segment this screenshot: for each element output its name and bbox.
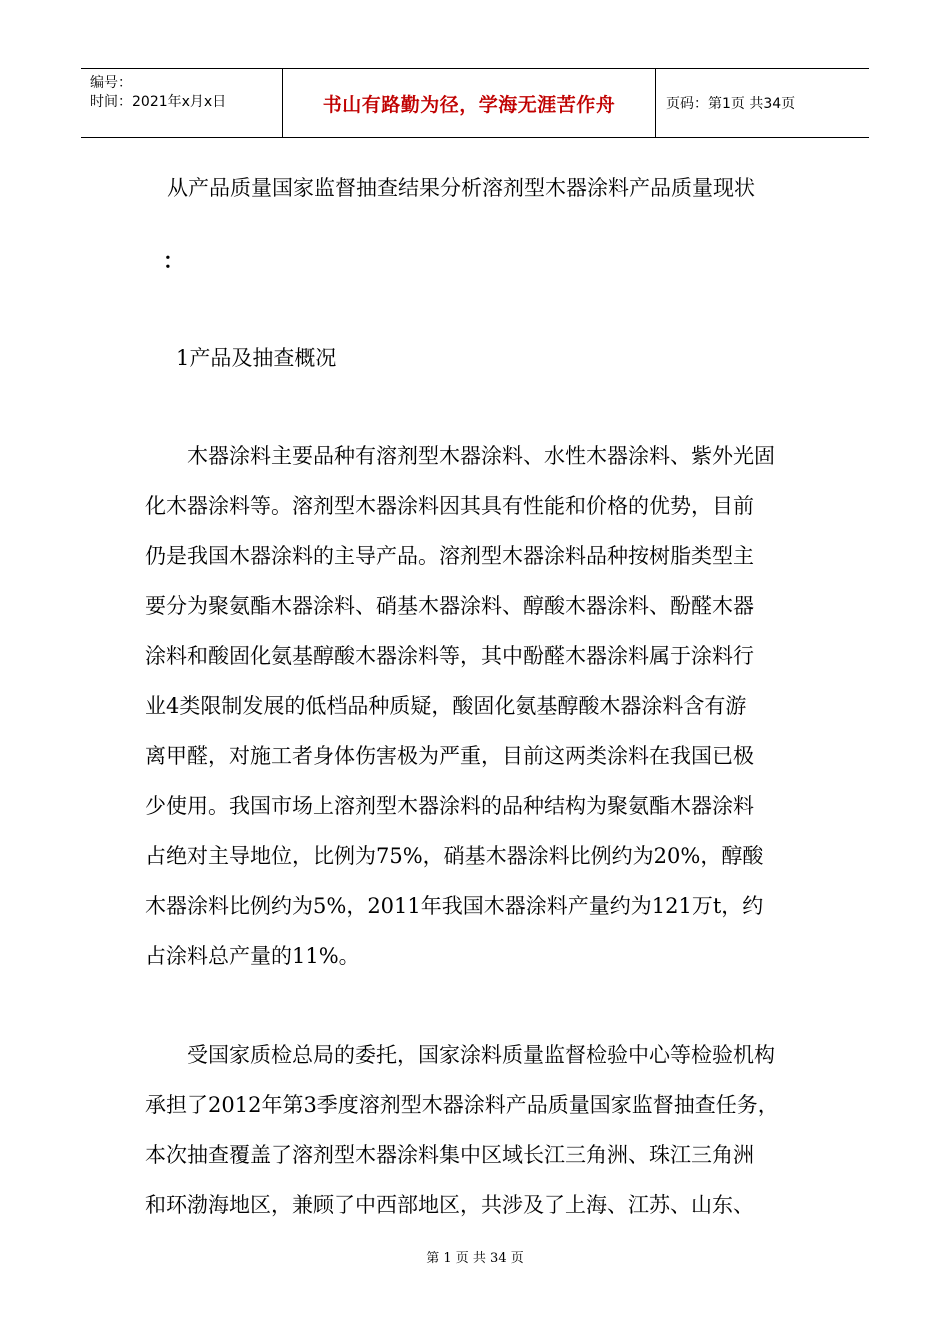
paragraph-1 bbox=[145, 443, 815, 993]
paragraph-line: 本次抽查覆盖了溶剂型木器涂料集中区域长江三角洲、珠江三角洲 bbox=[145, 1143, 754, 1167]
header-page-cell bbox=[656, 69, 869, 137]
paragraph-line: 承担了2012年第3季度溶剂型木器涂料产品质量国家监督抽查任务， bbox=[145, 1093, 779, 1117]
title-colon: ： bbox=[163, 248, 184, 273]
paragraph-line: 化木器涂料等。溶剂型木器涂料因其具有性能和价格的优势，目前 bbox=[145, 494, 754, 518]
paragraph-line: 仍是我国木器涂料的主导产品。溶剂型木器涂料品种按树脂类型主 bbox=[145, 544, 754, 568]
header-table bbox=[81, 68, 869, 138]
paragraph-line: 占绝对主导地位，比例为75%，硝基木器涂料比例约为20%，醇酸 bbox=[145, 844, 764, 868]
paragraph-line: 少使用。我国市场上溶剂型木器涂料的品种结构为聚氨酯木器涂料 bbox=[145, 794, 754, 818]
serial-label: 编号： bbox=[90, 75, 132, 91]
paragraph-line: 涂料和酸固化氨基醇酸木器涂料等，其中酚醛木器涂料属于涂料行 bbox=[145, 644, 754, 668]
paragraph-line: 要分为聚氨酯木器涂料、硝基木器涂料、醇酸木器涂料、酚醛木器 bbox=[145, 594, 754, 618]
paragraph-line: 和环渤海地区，兼顾了中西部地区，共涉及了上海、江苏、山东、 bbox=[145, 1193, 754, 1217]
header-info-cell bbox=[81, 69, 283, 137]
paragraph-line: 占涂料总产量的11%。 bbox=[145, 944, 360, 968]
header-page-code: 页码：第1页 共34页 bbox=[666, 96, 796, 112]
paragraph-line: 木器涂料主要品种有溶剂型木器涂料、水性木器涂料、紫外光固 bbox=[145, 444, 775, 468]
paragraph-line: 离甲醛，对施工者身体伤害极为严重，目前这两类涂料在我国已极 bbox=[145, 744, 754, 768]
paragraph-2 bbox=[145, 1042, 815, 1242]
page-footer: 第 1 页 共 34 页 bbox=[426, 1251, 524, 1266]
paragraph-line: 受国家质检总局的委托，国家涂料质量监督检验中心等检验机构 bbox=[145, 1043, 775, 1067]
header-motto: 书山有路勤为径，学海无涯苦作舟 bbox=[322, 93, 616, 116]
section-heading: 1产品及抽查概况 bbox=[176, 346, 337, 370]
header-motto-cell bbox=[283, 69, 656, 137]
time-label: 时间：2021年x月x日 bbox=[90, 94, 227, 110]
paragraph-line: 木器涂料比例约为5%，2011年我国木器涂料产量约为121万t，约 bbox=[145, 894, 764, 918]
paragraph-line: 业4类限制发展的低档品种质疑，酸固化氨基醇酸木器涂料含有游 bbox=[145, 694, 747, 718]
document-title: 从产品质量国家监督抽查结果分析溶剂型木器涂料产品质量现状 bbox=[167, 176, 755, 200]
